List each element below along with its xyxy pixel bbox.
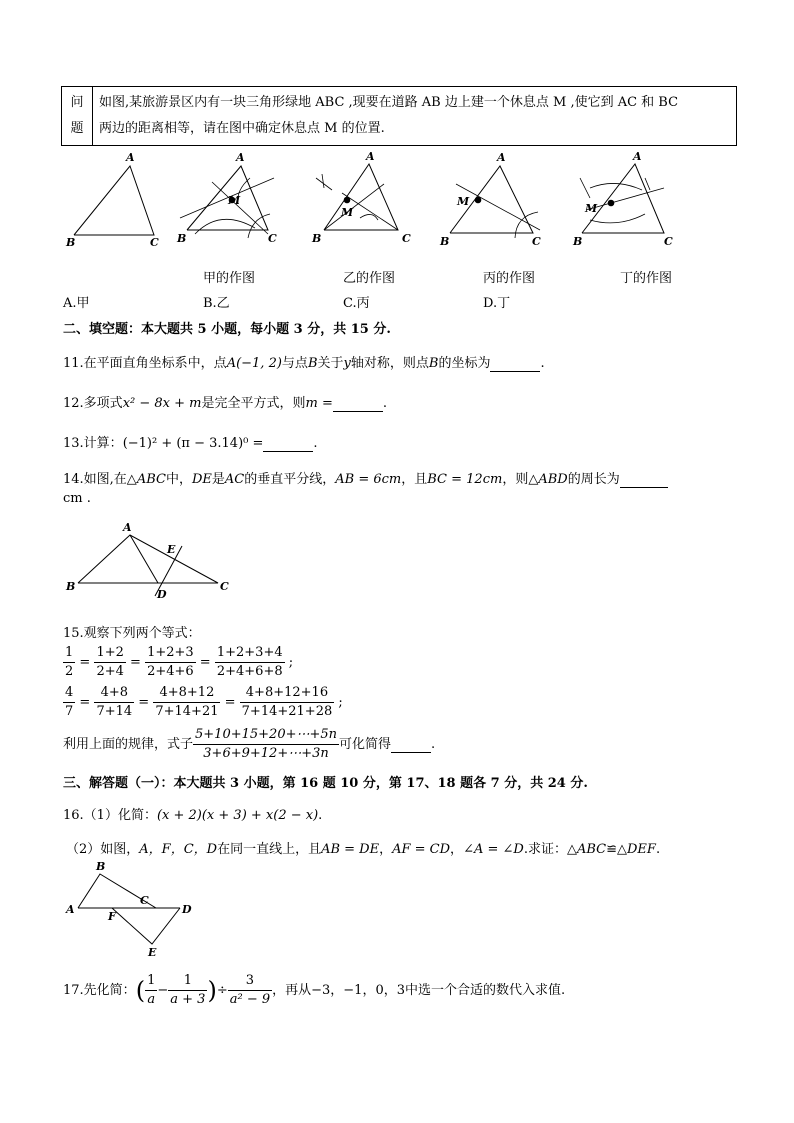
section3-header: 三、解答题（一）：本大题共 3 小题，第 16 题 10 分，第 17、18 题各 7 分，共 24 分.	[63, 776, 588, 791]
q15-text-a: 利用上面的规律，式子	[63, 737, 194, 752]
q13-period: .	[313, 436, 318, 451]
point-label-B: B	[66, 236, 76, 249]
q16-p2-i: .求证：△	[523, 842, 577, 857]
q15-eq2-frac-3: $\frac{4+8+12}{7+14+21}$	[155, 685, 219, 719]
problem-label-cell	[62, 87, 93, 146]
q16-figure	[60, 858, 200, 958]
problem-text-cell	[93, 87, 737, 146]
problem-label-1: 问	[70, 95, 84, 110]
q14-label-E: E	[167, 543, 176, 556]
caption-yi: 乙的作图	[343, 271, 396, 286]
question-12	[63, 392, 387, 412]
q12-text-c: 是完全平方式，则	[201, 396, 306, 411]
q16-p2-af-cd: AF = CD	[392, 842, 451, 857]
q15-period: .	[431, 737, 436, 752]
q16-label-C: C	[140, 894, 149, 907]
option-c: C.丙	[343, 296, 370, 311]
point-label-M-ding: M	[585, 202, 598, 215]
q12-answer-blank[interactable]	[333, 396, 383, 412]
q14-text-g: 的垂直平分线，	[244, 472, 336, 487]
q14-bc-len: BC = 12cm	[427, 472, 503, 487]
q15-eq2-frac-1: $\frac{4}{7}$	[65, 685, 74, 719]
caption-bing: 丙的作图	[483, 271, 536, 286]
q14-text-m: 的周长为	[567, 472, 620, 487]
q14-label-D: D	[157, 588, 167, 601]
q11-text-a: 11.在平面直角坐标系中，点	[63, 356, 227, 371]
figure-yi	[311, 150, 411, 245]
q17-text-d: 中选一个合适的数代入求值.	[405, 983, 566, 998]
construction-figures	[60, 148, 700, 258]
question-16-part2	[66, 838, 660, 857]
q14-text-c: 中，	[165, 472, 192, 487]
q12-text-a: 12.多项式	[63, 396, 123, 411]
q15-eq1-frac-3: $\frac{1+2+3}{2+4+6}$	[147, 645, 194, 679]
point-label-A: A	[126, 151, 135, 164]
point-label-C-jia: C	[268, 232, 277, 245]
q14-unit: cm .	[63, 491, 91, 506]
q16-label-F: F	[108, 910, 116, 923]
q12-period: .	[382, 396, 387, 411]
point-label-B-bing: B	[440, 235, 450, 248]
q14-tri-abd: ABD	[538, 472, 568, 487]
q16-p2-angle: ∠A = ∠D	[463, 842, 524, 857]
q11-answer-blank[interactable]	[490, 356, 540, 372]
q16-p2-g: ，	[450, 842, 464, 857]
caption-ding: 丁的作图	[620, 271, 673, 286]
q17-text-a: 17.先化简：	[63, 983, 136, 998]
q14-de: DE	[191, 472, 212, 487]
q14-answer-blank[interactable]	[620, 472, 668, 488]
problem-box	[61, 86, 737, 146]
q15-eq2-frac-2: $\frac{4+8}{7+14}$	[96, 685, 133, 719]
q14-ac: AC	[224, 472, 245, 487]
problem-text-line1: 如图,某旅游景区内有一块三角形绿地 ABC ,现要在道路 AB 边上建一个休息点 M ,使它到 AC 和 BC	[99, 95, 679, 110]
q17-minus: −	[157, 983, 169, 998]
option-b: B.乙	[203, 296, 230, 311]
q15-equation-1: $\frac{1}{2}$ = $\frac{1+2}{2+4}$ = $\frac{1+2+3}{2+4+6}$ = $\frac{1+2+3+4}{2+4+6+8}$ ;	[65, 645, 294, 679]
point-label-C-ding: C	[664, 235, 673, 248]
q14-tri-abc: ABC	[136, 472, 166, 487]
figure-bing	[439, 151, 541, 248]
point-label-M-yi: M	[341, 206, 354, 219]
q14-text-i: ，且	[401, 472, 428, 487]
q16-p2-m: .	[655, 842, 661, 857]
q15-answer-blank[interactable]	[391, 737, 431, 753]
q11-axis-y: y	[343, 356, 351, 371]
q17-frac-1: $\frac{1}{a}$	[147, 973, 156, 1007]
point-label-M-jia: M	[228, 194, 241, 207]
q16-p2-congruent: ≌△	[606, 842, 627, 857]
q16-p2-e: ，	[379, 842, 393, 857]
point-label-C-yi: C	[402, 232, 411, 245]
question-17: 17.先化简：( $\frac{1}{a}$ − $\frac{1}{a + 3}$ )÷ $\frac{3}{\text{a² − 9}}$ ，再从−3，−1，0，3中选一个合适的数代入求值.	[63, 973, 566, 1007]
q13-answer-blank[interactable]	[263, 436, 313, 452]
q14-text-a: 14.如图,在△	[63, 472, 137, 487]
q16-p2-a: （2）如图，	[66, 842, 140, 857]
q14-text-e: 是	[211, 472, 225, 487]
point-label-A-yi: A	[366, 150, 375, 163]
q16-p2-c: 在同一直线上，且	[217, 842, 322, 857]
q14-ab-len: AB = 6cm	[335, 472, 402, 487]
q16-p2-ab-de: AB = DE	[321, 842, 380, 857]
q11-text-c: 与点	[281, 356, 308, 371]
figure-jia	[176, 151, 277, 245]
q11-text-i: 的坐标为	[438, 356, 491, 371]
question-11: 11.在平面直角坐标系中，点A(−1, 2)与点B关于y轴对称，则点B的坐标为 .	[63, 356, 545, 371]
q11-text-e: 关于	[317, 356, 344, 371]
q17-frac-3: $\frac{3}{\text{a² − 9}}$	[229, 973, 271, 1007]
problem-label-2: 题	[70, 121, 84, 136]
q17-values: −3，−1，0，3	[311, 983, 405, 998]
q15-eq1-frac-1: $\frac{1}{2}$	[65, 645, 74, 679]
q15-eq2-frac-4: $\frac{4+8+12+16}{7+14+21+28}$	[241, 685, 333, 719]
section2-header: 二、填空题：本大题共 5 小题，每小题 3 分，共 15 分.	[63, 322, 391, 337]
point-label-B-jia: B	[177, 232, 187, 245]
option-a: A.甲	[63, 296, 90, 311]
point-label-A-jia: A	[236, 151, 245, 164]
q13-expression: (−1)² + (π − 3.14)⁰ =	[122, 436, 264, 451]
q11-point-b: B	[307, 356, 318, 371]
q15-equation-2: $\frac{4}{7}$ = $\frac{4+8}{7+14}$ = $\frac{4+8+12}{7+14+21}$ = $\frac{4+8+12+16}{7+14+21+28}$ ;	[65, 685, 343, 719]
question-16-part1	[63, 804, 322, 823]
question-14	[63, 468, 668, 488]
q12-polynomial: x² − 8x + m	[122, 396, 202, 411]
point-label-B-yi: B	[312, 232, 322, 245]
q17-frac-2: $\frac{1}{a + 3}$	[170, 973, 206, 1007]
q15-text-b: 可化简得	[339, 737, 392, 752]
point-label-A-ding: A	[633, 150, 642, 163]
caption-jia: 甲的作图	[203, 271, 256, 286]
q16-p1-period: .	[318, 808, 323, 823]
figure-plain-triangle	[65, 151, 159, 249]
q16-p2-abc: ABC	[576, 842, 607, 857]
question-13	[63, 432, 318, 452]
q17-divide: ÷	[216, 983, 228, 998]
q17-text-b: ，再从	[272, 983, 312, 998]
q11-point-a: A(−1, 2)	[226, 356, 282, 371]
q11-point-b2: B	[428, 356, 439, 371]
q12-m-equals: m =	[305, 396, 333, 411]
q14-text-k: ，则△	[502, 472, 539, 487]
q16-p1-expression: (x + 2)(x + 3) + x(2 − x)	[156, 808, 319, 823]
q11-text-g: 轴对称，则点	[350, 356, 429, 371]
q16-p2-points: A，F，C，D	[139, 842, 218, 857]
q14-figure	[60, 518, 240, 606]
point-label-M-bing: M	[457, 195, 470, 208]
q15-question	[63, 726, 435, 763]
q15-target-fraction: $\frac{5+10+15+20+\cdots+5n}{3+6+9+12+\cdots+3n}$	[195, 727, 338, 761]
q16-p2-def: DEF	[627, 842, 656, 857]
q14-label-B: B	[66, 580, 76, 593]
point-label-B-ding: B	[573, 235, 583, 248]
q13-text-a: 13.计算：	[63, 436, 123, 451]
q16-p1-text: 16.（1）化简：	[63, 808, 157, 823]
q15-intro: 15.观察下列两个等式：	[63, 626, 201, 641]
point-label-A-bing: A	[497, 151, 506, 164]
q16-label-E: E	[148, 946, 157, 958]
problem-text-line2: 两边的距离相等，请在图中确定休息点 M 的位置.	[99, 121, 385, 136]
option-d: D.丁	[483, 296, 511, 311]
q15-eq1-frac-4: $\frac{1+2+3+4}{2+4+6+8}$	[216, 645, 283, 679]
figure-ding	[572, 150, 673, 248]
q16-label-B: B	[96, 860, 106, 873]
q15-eq1-frac-2: $\frac{1+2}{2+4}$	[96, 645, 124, 679]
point-label-C-bing: C	[532, 235, 541, 248]
point-label-C: C	[150, 236, 159, 249]
q16-label-A: A	[66, 903, 75, 916]
q14-label-A: A	[123, 521, 132, 534]
q16-label-D: D	[182, 903, 192, 916]
q14-label-C: C	[220, 580, 229, 593]
